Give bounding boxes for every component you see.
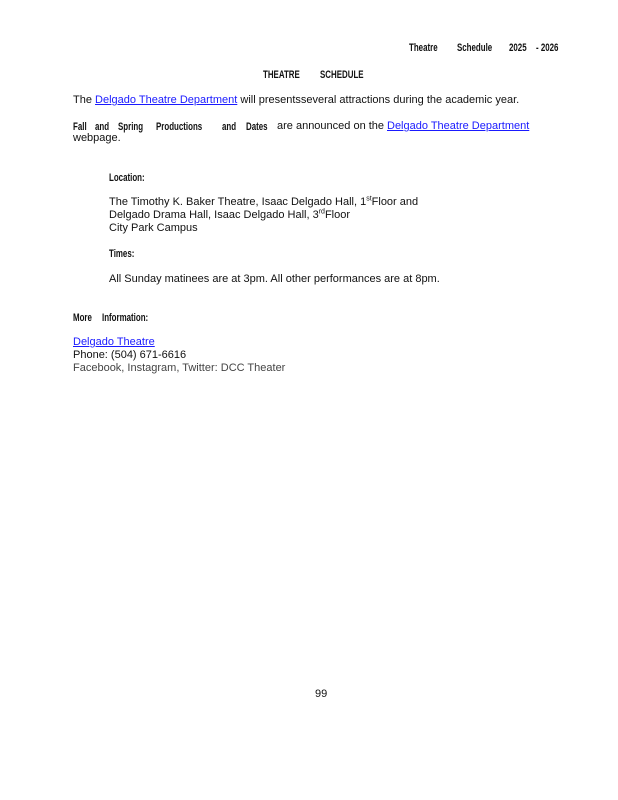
title-word-schedule: SCHEDULE (320, 69, 364, 81)
header-year-end: - 2026 (536, 42, 559, 54)
delgado-theatre-link[interactable]: Delgado Theatre (73, 336, 155, 348)
header-year-start: 2025 (509, 42, 527, 54)
title-word-theatre: THEATRE (263, 69, 300, 81)
location-line-2-text: Delgado Drama Hall, Isaac Delgado Hall, 3 (109, 209, 319, 221)
location-heading: Location: (109, 172, 145, 184)
location-line-2-sup: rd (318, 208, 325, 216)
times-text: All Sunday matinees are at 3pm. All other performances are at 8pm. (109, 273, 440, 285)
intro-paragraph (73, 94, 519, 107)
productions-word-fall: Fall (73, 121, 87, 133)
more-info-heading-more: More (73, 312, 92, 324)
social-line: Facebook, Instagram, Twitter: DCC Theater (73, 362, 286, 374)
page-number: 99 (315, 688, 328, 700)
location-line-1 (109, 196, 418, 209)
location-line-1-post: Floor and (371, 196, 419, 208)
productions-word-spring: Spring (118, 121, 144, 133)
theatre-department-webpage-link[interactable]: Delgado Theatre Department (387, 120, 530, 132)
productions-webpage-text: webpage. (73, 132, 121, 144)
location-line-1-text: The Timothy K. Baker Theatre, Isaac Delgado Hall, 1 (109, 196, 367, 208)
location-line-2-post: Floor (324, 209, 351, 221)
location-line-1-sup: st (366, 195, 372, 203)
phone-line: Phone: (504) 671-6616 (73, 349, 187, 361)
location-line-2 (109, 209, 350, 222)
productions-word-and-1: and (95, 121, 110, 133)
productions-word-and-2: and (222, 121, 237, 133)
productions-word-dates: Dates (246, 121, 268, 133)
header-word-theatre: Theatre (409, 42, 438, 54)
more-info-heading-information: Information: (102, 312, 149, 324)
productions-word-productions: Productions (156, 121, 203, 133)
intro-prefix: The (73, 94, 92, 106)
location-line-3: City Park Campus (109, 222, 198, 234)
productions-text: are announced on the (277, 120, 385, 132)
intro-suffix: will presentsseveral attractions during the academic year. (240, 94, 520, 106)
header-word-schedule: Schedule (457, 42, 493, 54)
times-heading: Times: (109, 248, 135, 260)
theatre-department-link[interactable]: Delgado Theatre Department (95, 94, 238, 106)
